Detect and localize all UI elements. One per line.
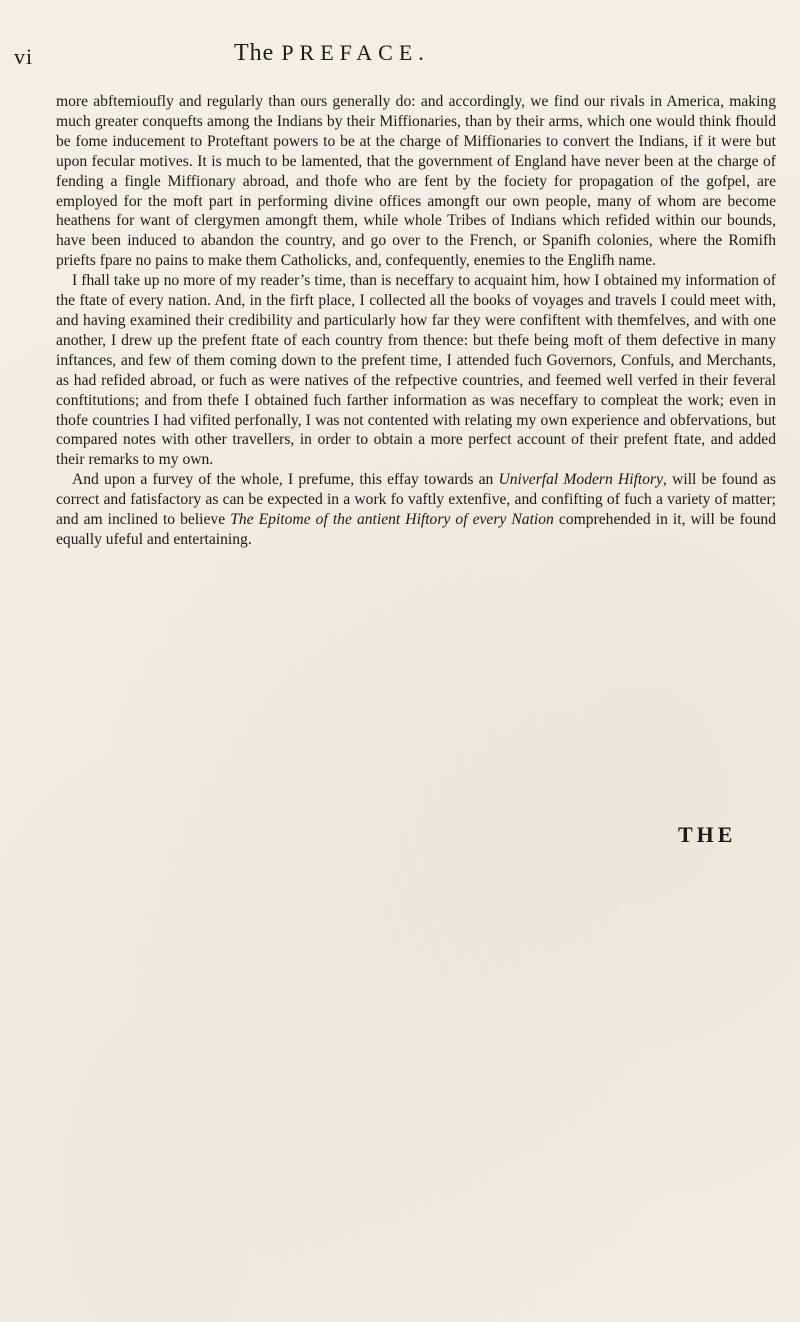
page-number: vi	[14, 44, 34, 69]
running-head-prefix: The	[234, 40, 275, 66]
book-title-universal-modern-history: Univerfal Modern Hiftory	[498, 471, 664, 489]
catchword: THE	[678, 822, 737, 847]
paragraph-3-text-b: , will be found as correct and fatisfactory as can be expected in a work fo vaftly extenfive, and confifting of fuch a variety of matter; and am inclined to believe	[56, 471, 777, 529]
running-head-title: PREFACE.	[281, 40, 430, 65]
paragraph-3-text-c: comprehended in it, will be found equally ufeful and entertaining.	[56, 511, 776, 548]
body-text	[56, 92, 776, 550]
running-head	[234, 40, 430, 67]
paragraph-1	[56, 92, 776, 271]
paragraph-2	[56, 271, 776, 470]
paragraph-1-text: more abftemioufly and regularly than ours generally do: and accordingly, we find our rivals in America, making much greater conquefts among the Indians by their Miffionaries, than by their arms, which one would think fhould be fome inducement to Proteftant powers to be at the charge of Miffionaries to convert the Indians, if it were but upon fecular motives. It is much to be lamented, that the government of England have never been at the charge of fending a fingle Miffionary abroad, and thofe who are fent by the fociety for propagation of the gofpel, are employed for the moft part in performing divine offices amongft our own people, many of whom are become heathens for want of clergymen amongft them, while whole Tribes of Indians which refided within our bounds, have been induced to abandon the country, and go over to the French, or Spanifh colonies, where the Romifh priefts fpare no pains to make them Catholicks, and, confequently, enemies to the Englifh name.	[56, 93, 776, 270]
paragraph-3	[56, 470, 776, 550]
paragraph-2-text: I fhall take up no more of my reader’s time, than is neceffary to acquaint him, how I obtained my information of the ftate of every nation. And, in the firft place, I collected all the books of voyages and travels I could meet with, and having examined their credibility and particularly how far they were confiftent with themfelves, and with one another, I drew up the prefent ftate of each country from thence: but thefe being moft of them defective in many inftances, and few of them coming down to the prefent time, I attended fuch Governors, Confuls, and Merchants, as had refided abroad, or fuch as were natives of the refpective countries, and feemed well verfed in their feveral conftitutions; and from thefe I obtained fuch farther information as was neceffary to compleat the work; even in thofe countries I had vifited perfonally, I was not contented with relating my own experience and obfervations, but compared notes with other travellers, in order to obtain a more perfect account of their prefent ftate, and added their remarks to my own.	[56, 272, 776, 469]
paragraph-3-text-a: And upon a furvey of the whole, I prefume, this effay towards an	[72, 471, 499, 489]
book-title-epitome: The Epitome of the antient Hiftory of every Nation	[230, 511, 554, 529]
